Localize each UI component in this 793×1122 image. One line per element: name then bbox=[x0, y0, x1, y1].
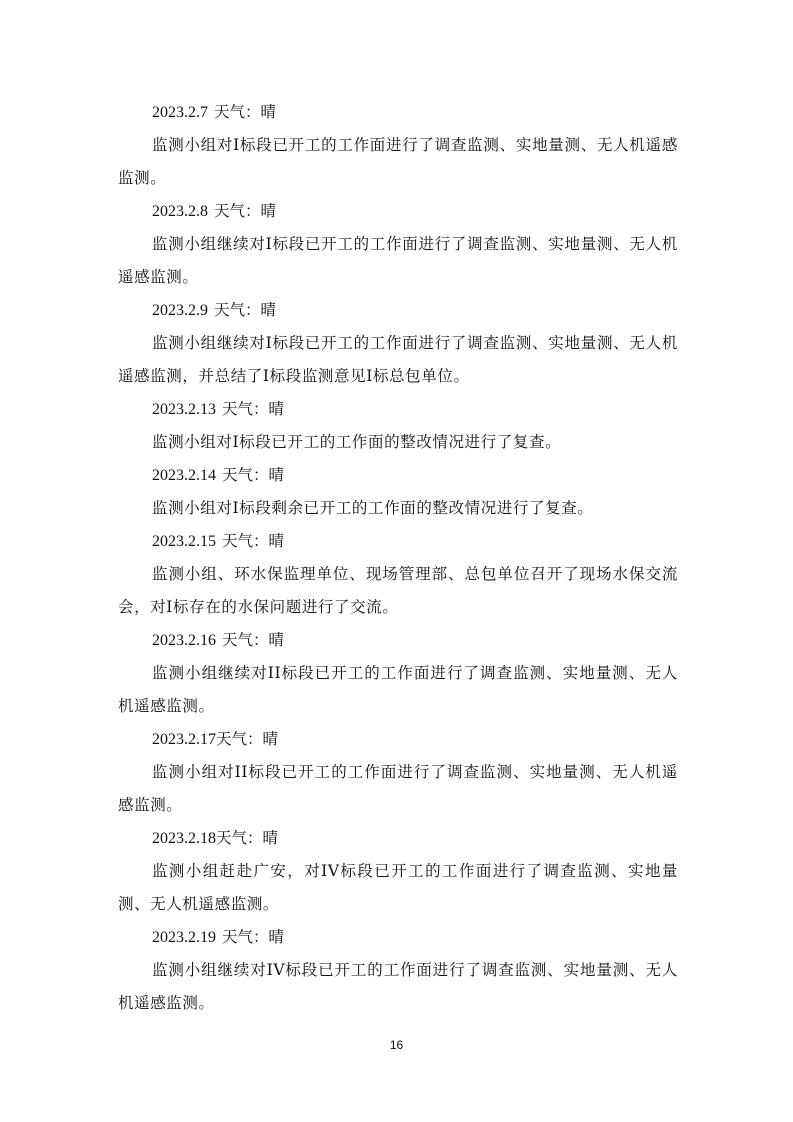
entry-text: 监测小组继续对II标段已开工的工作面进行了调查监测、实地量测、无人机遥感监测。 bbox=[118, 664, 678, 715]
entry-text: 监测小组对II标段已开工的工作面进行了调查监测、实地量测、无人机遥感监测。 bbox=[118, 763, 678, 814]
entry-date: 2023.2.18 bbox=[152, 830, 216, 847]
entry-text: 监测小组赶赴广安，对IV标段已开工的工作面进行了调查监测、实地量测、无人机遥感监测。 bbox=[118, 862, 678, 913]
entry-text: 监测小组对I标段已开工的工作面的整改情况进行了复查。 bbox=[152, 433, 562, 451]
entry-date: 2023.2.17 bbox=[152, 731, 216, 748]
entry-weather: 天气：晴 bbox=[222, 466, 285, 484]
entry-weather: 天气：晴 bbox=[222, 532, 285, 550]
entry-header bbox=[152, 459, 793, 492]
entry-weather: 天气：晴 bbox=[216, 730, 279, 748]
log-entry bbox=[0, 96, 793, 195]
log-entry bbox=[0, 459, 793, 525]
entry-header bbox=[152, 921, 793, 954]
entry-header bbox=[152, 525, 793, 558]
entry-date: 2023.2.9 bbox=[152, 302, 208, 319]
entry-header bbox=[152, 294, 793, 327]
entry-header bbox=[152, 195, 793, 228]
entry-date: 2023.2.19 bbox=[152, 929, 216, 946]
entry-weather: 天气：晴 bbox=[222, 631, 285, 649]
entry-header bbox=[152, 822, 793, 855]
entry-date: 2023.2.7 bbox=[152, 104, 208, 121]
entry-weather: 天气：晴 bbox=[214, 202, 277, 220]
entry-weather: 天气：晴 bbox=[222, 928, 285, 946]
entry-weather: 天气：晴 bbox=[216, 829, 279, 847]
log-entry bbox=[0, 624, 793, 723]
entry-text: 监测小组继续对I标段已开工的工作面进行了调查监测、实地量测、无人机遥感监测。 bbox=[118, 235, 678, 286]
entry-text: 监测小组、环水保监理单位、现场管理部、总包单位召开了现场水保交流会，对I标存在的水保问题进行了交流。 bbox=[118, 565, 678, 616]
log-entry bbox=[0, 723, 793, 822]
entry-header bbox=[152, 723, 793, 756]
log-entries bbox=[0, 96, 793, 1020]
entry-header bbox=[152, 96, 793, 129]
page-number: 16 bbox=[389, 1038, 404, 1052]
entry-text: 监测小组继续对IV标段已开工的工作面进行了调查监测、实地量测、无人机遥感监测。 bbox=[118, 961, 678, 1012]
entry-header bbox=[152, 393, 793, 426]
entry-weather: 天气：晴 bbox=[222, 400, 285, 418]
entry-date: 2023.2.8 bbox=[152, 203, 208, 220]
entry-text: 监测小组继续对I标段已开工的工作面进行了调查监测、实地量测、无人机遥感监测，并总结了I标段监测意见I标总包单位。 bbox=[118, 334, 678, 385]
entry-date: 2023.2.16 bbox=[152, 632, 216, 649]
entry-date: 2023.2.15 bbox=[152, 533, 216, 550]
entry-header bbox=[152, 624, 793, 657]
log-entry bbox=[0, 393, 793, 459]
log-entry bbox=[0, 525, 793, 624]
entry-weather: 天气：晴 bbox=[214, 301, 277, 319]
entry-date: 2023.2.14 bbox=[152, 467, 216, 484]
entry-text: 监测小组对I标段剩余已开工的工作面的整改情况进行了复查。 bbox=[152, 499, 594, 517]
entry-weather: 天气：晴 bbox=[214, 103, 277, 121]
log-entry bbox=[0, 195, 793, 294]
entry-text: 监测小组对I标段已开工的工作面进行了调查监测、实地量测、无人机遥感监测。 bbox=[118, 136, 678, 187]
log-entry bbox=[0, 921, 793, 1020]
log-entry bbox=[0, 822, 793, 921]
entry-date: 2023.2.13 bbox=[152, 401, 216, 418]
log-entry bbox=[0, 294, 793, 393]
